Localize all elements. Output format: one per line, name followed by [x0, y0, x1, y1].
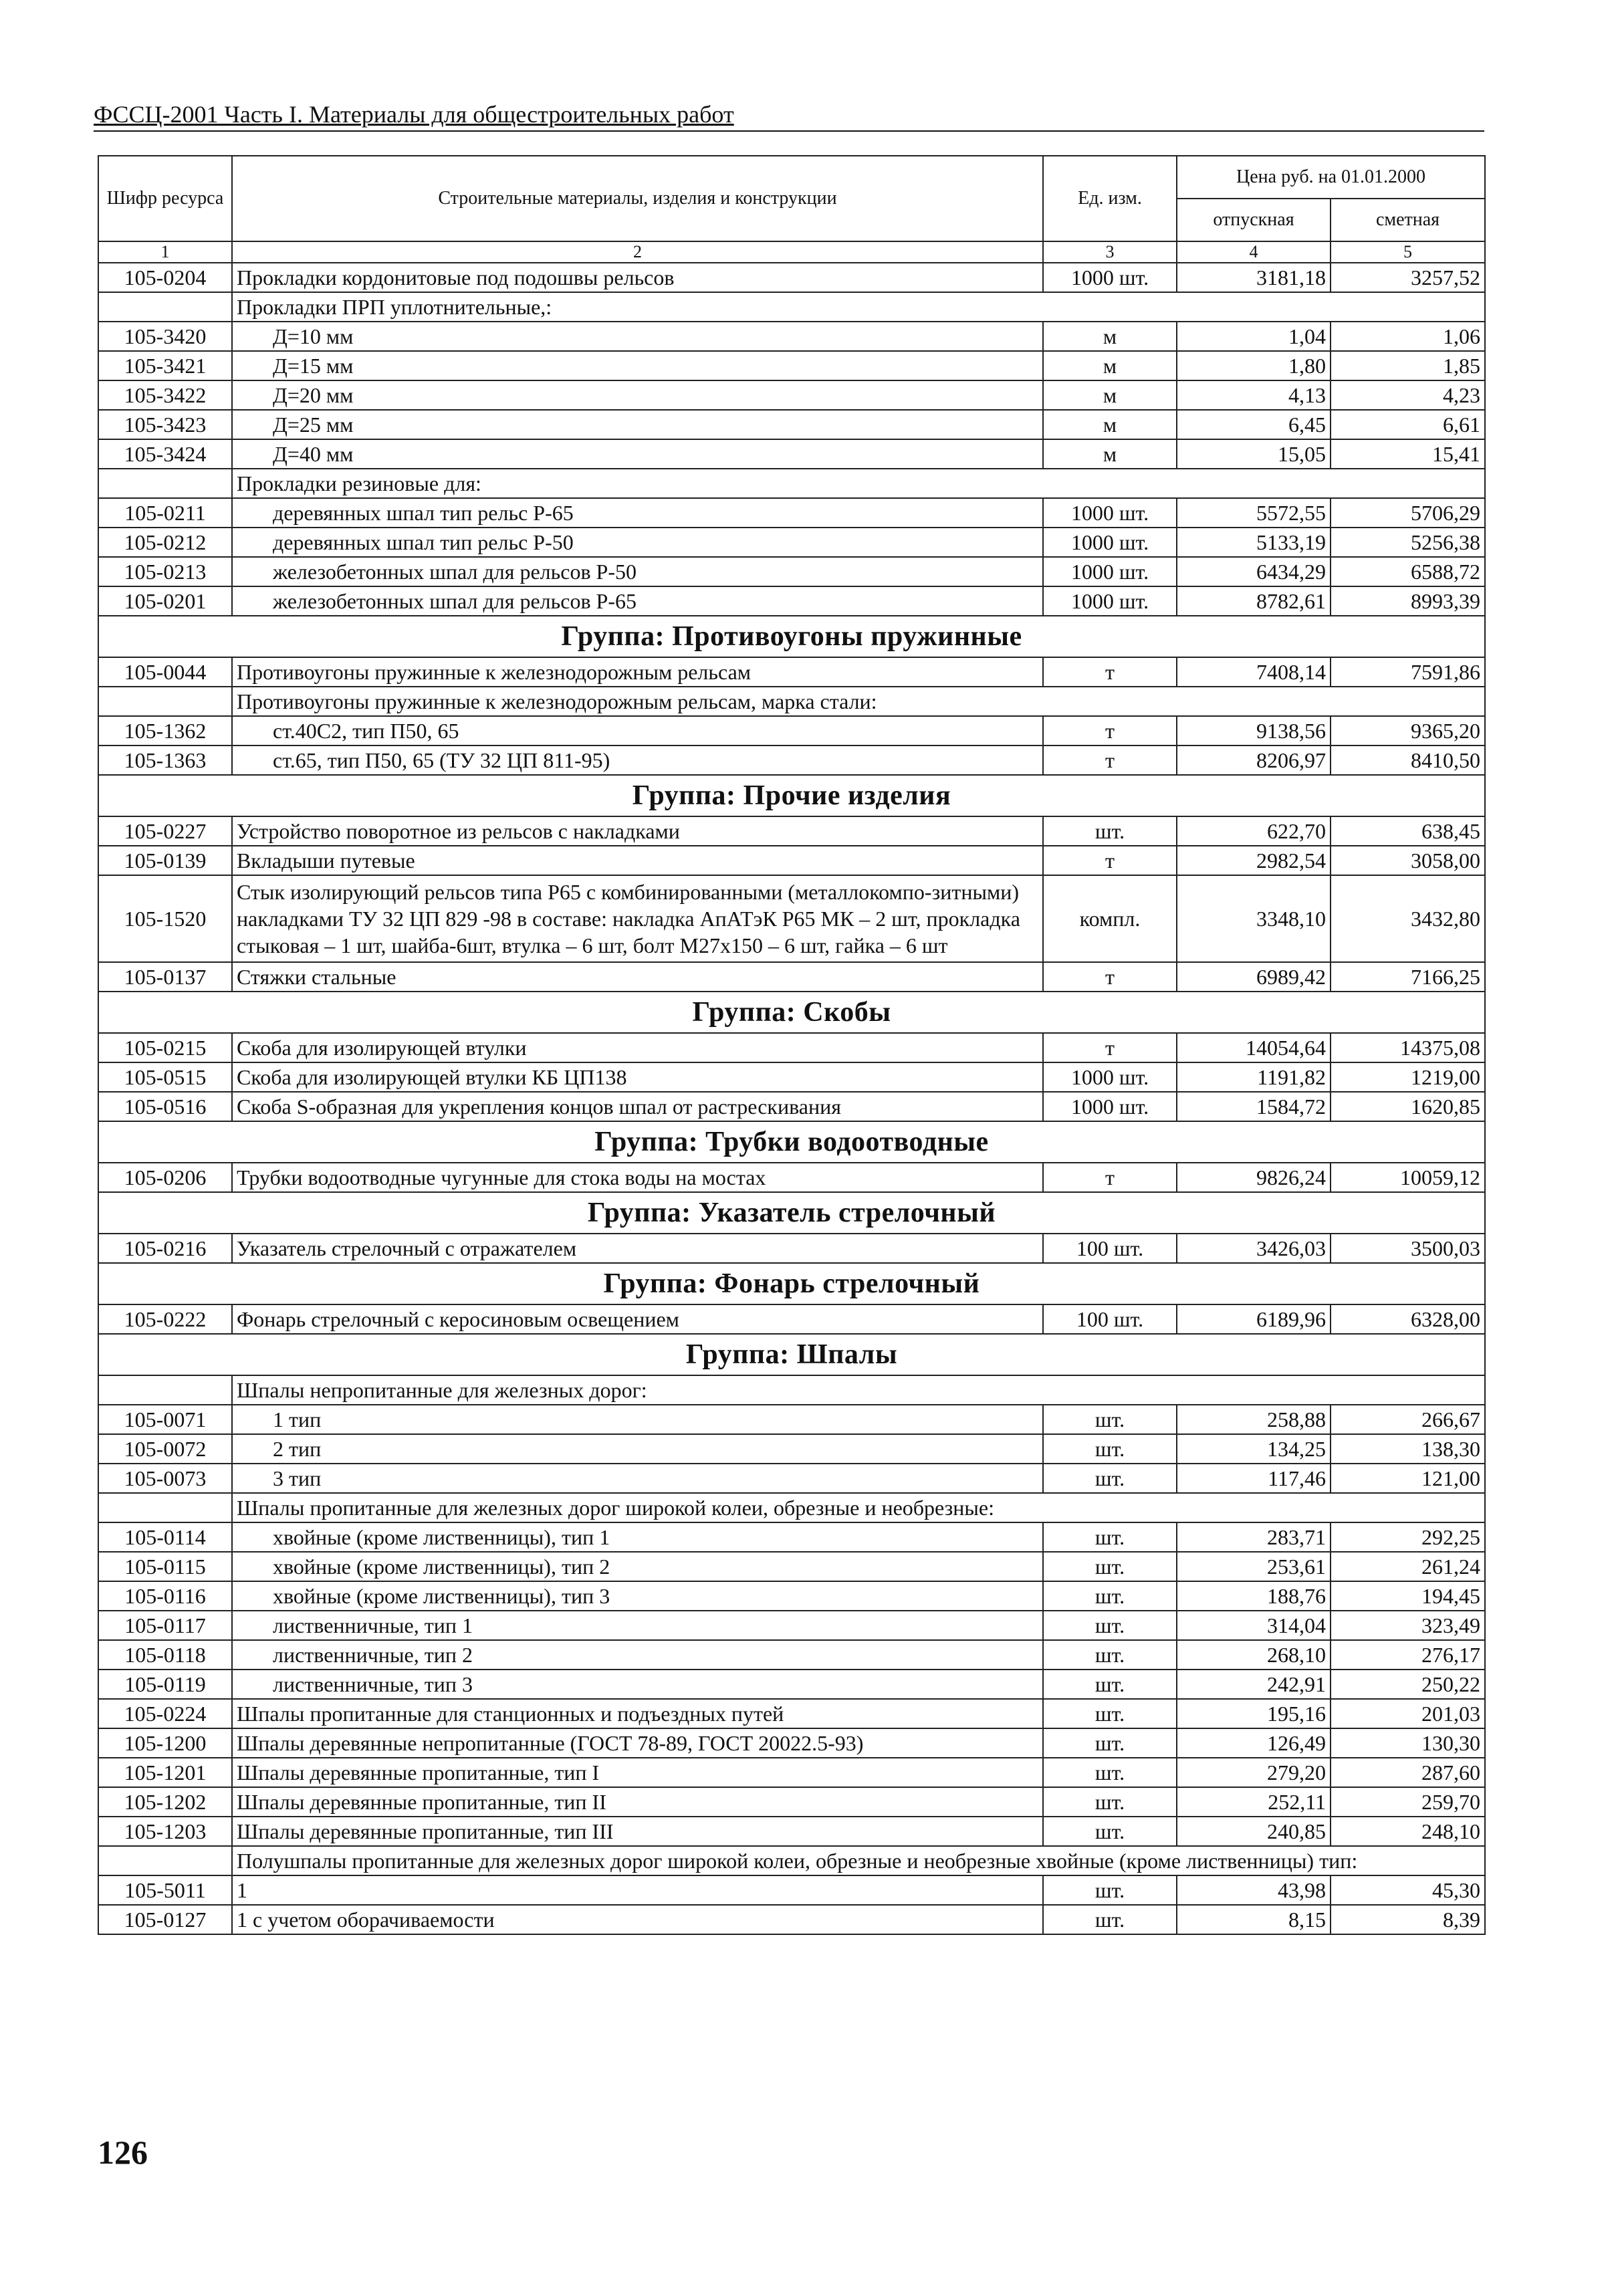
cell-unit: шт. — [1043, 1817, 1177, 1846]
cell-name: Скоба S-образная для укрепления концов шпал от растрескивания — [232, 1092, 1043, 1121]
cell-code: 105-0119 — [98, 1670, 232, 1699]
cell-name: деревянных шпал тип рельс Р-65 — [232, 498, 1043, 528]
col-header-release-price: отпускная — [1177, 199, 1331, 241]
cell-unit: м — [1043, 380, 1177, 410]
cell-name: Шпалы деревянные пропитанные, тип II — [232, 1787, 1043, 1817]
cell-code: 105-0071 — [98, 1405, 232, 1434]
cell-code: 105-0213 — [98, 557, 232, 586]
page-title: ФССЦ-2001 Часть I. Материалы для общестроительных работ — [94, 101, 734, 128]
cell-release-price: 15,05 — [1177, 439, 1331, 469]
cell-release-price: 253,61 — [1177, 1552, 1331, 1581]
cell-name: Фонарь стрелочный с керосиновым освещением — [232, 1304, 1043, 1334]
cell-code: 105-0044 — [98, 657, 232, 687]
cell-estimate-price: 194,45 — [1331, 1581, 1485, 1611]
cell-code: 105-0216 — [98, 1234, 232, 1263]
cell-unit: т — [1043, 716, 1177, 745]
group-heading: Группа: Указатель стрелочный — [98, 1192, 1485, 1234]
cell-estimate-price: 259,70 — [1331, 1787, 1485, 1817]
group-heading: Группа: Противоугоны пружинные — [98, 616, 1485, 657]
cell-unit: шт. — [1043, 1405, 1177, 1434]
cell-code: 105-0222 — [98, 1304, 232, 1334]
cell-code-empty — [98, 1493, 232, 1522]
cell-release-price: 6434,29 — [1177, 557, 1331, 586]
cell-code: 105-3423 — [98, 410, 232, 439]
cell-release-price: 283,71 — [1177, 1522, 1331, 1552]
cell-unit: шт. — [1043, 816, 1177, 846]
cell-unit: шт. — [1043, 1552, 1177, 1581]
cell-estimate-price: 287,60 — [1331, 1758, 1485, 1787]
cell-estimate-price: 201,03 — [1331, 1699, 1485, 1728]
cell-estimate-price: 6,61 — [1331, 410, 1485, 439]
cell-estimate-price: 6588,72 — [1331, 557, 1485, 586]
cell-estimate-price: 250,22 — [1331, 1670, 1485, 1699]
cell-release-price: 5133,19 — [1177, 528, 1331, 557]
cell-estimate-price: 5706,29 — [1331, 498, 1485, 528]
cell-unit: т — [1043, 846, 1177, 875]
col-header-unit: Ед. изм. — [1043, 156, 1177, 241]
cell-unit: 1000 шт. — [1043, 263, 1177, 292]
cell-code: 105-0139 — [98, 846, 232, 875]
cell-code: 105-0073 — [98, 1464, 232, 1493]
subgroup-intro-row — [98, 292, 1485, 322]
cell-unit: м — [1043, 322, 1177, 351]
col-header-name: Строительные материалы, изделия и конструкции — [232, 156, 1043, 241]
table-body — [98, 263, 1485, 1934]
subgroup-intro-text: Шпалы пропитанные для железных дорог широкой колеи, обрезные и необрезные: — [232, 1493, 1485, 1522]
table-row — [98, 1670, 1485, 1699]
cell-name: Д=20 мм — [232, 380, 1043, 410]
cell-code: 105-1203 — [98, 1817, 232, 1846]
cell-name: хвойные (кроме лиственницы), тип 3 — [232, 1581, 1043, 1611]
cell-code: 105-0215 — [98, 1033, 232, 1062]
cell-unit: шт. — [1043, 1758, 1177, 1787]
cell-code-empty — [98, 469, 232, 498]
cell-estimate-price: 15,41 — [1331, 439, 1485, 469]
cell-estimate-price: 45,30 — [1331, 1875, 1485, 1905]
cell-release-price: 314,04 — [1177, 1611, 1331, 1640]
cell-estimate-price: 10059,12 — [1331, 1163, 1485, 1192]
cell-release-price: 7408,14 — [1177, 657, 1331, 687]
cell-estimate-price: 1,85 — [1331, 351, 1485, 380]
table-row — [98, 657, 1485, 687]
subgroup-intro-row — [98, 1493, 1485, 1522]
table-row — [98, 1552, 1485, 1581]
cell-release-price: 14054,64 — [1177, 1033, 1331, 1062]
group-heading: Группа: Шпалы — [98, 1334, 1485, 1375]
cell-name: Скоба для изолирующей втулки — [232, 1033, 1043, 1062]
cell-unit: шт. — [1043, 1905, 1177, 1934]
cell-estimate-price: 7166,25 — [1331, 962, 1485, 992]
cell-release-price: 1,80 — [1177, 351, 1331, 380]
table-row — [98, 1234, 1485, 1263]
cell-name: лиственничные, тип 2 — [232, 1640, 1043, 1670]
cell-estimate-price: 5256,38 — [1331, 528, 1485, 557]
cell-code: 105-0204 — [98, 263, 232, 292]
cell-estimate-price: 323,49 — [1331, 1611, 1485, 1640]
column-number: 1 — [98, 241, 232, 263]
cell-release-price: 3426,03 — [1177, 1234, 1331, 1263]
cell-unit: 1000 шт. — [1043, 528, 1177, 557]
group-heading-row — [98, 1263, 1485, 1304]
table-row — [98, 1699, 1485, 1728]
cell-estimate-price: 3432,80 — [1331, 875, 1485, 962]
cell-code-empty — [98, 1846, 232, 1875]
cell-name: Д=25 мм — [232, 410, 1043, 439]
group-heading: Группа: Фонарь стрелочный — [98, 1263, 1485, 1304]
cell-unit: 1000 шт. — [1043, 498, 1177, 528]
table-row — [98, 1905, 1485, 1934]
table-row — [98, 586, 1485, 616]
cell-code: 105-0115 — [98, 1552, 232, 1581]
table-row — [98, 1464, 1485, 1493]
cell-code: 105-1363 — [98, 745, 232, 775]
subgroup-intro-row — [98, 687, 1485, 716]
cell-code: 105-0212 — [98, 528, 232, 557]
cell-name: хвойные (кроме лиственницы), тип 2 — [232, 1552, 1043, 1581]
table-row — [98, 716, 1485, 745]
cell-estimate-price: 7591,86 — [1331, 657, 1485, 687]
table-row — [98, 557, 1485, 586]
cell-estimate-price: 3257,52 — [1331, 263, 1485, 292]
table-row — [98, 1163, 1485, 1192]
column-number: 3 — [1043, 241, 1177, 263]
cell-code: 105-5011 — [98, 1875, 232, 1905]
cell-code: 105-1202 — [98, 1787, 232, 1817]
subgroup-intro-text: Прокладки ПРП уплотнительные,: — [232, 292, 1485, 322]
cell-name: Стяжки стальные — [232, 962, 1043, 992]
cell-estimate-price: 1219,00 — [1331, 1062, 1485, 1092]
table-row — [98, 1434, 1485, 1464]
cell-name: Устройство поворотное из рельсов с накладками — [232, 816, 1043, 846]
cell-unit: шт. — [1043, 1464, 1177, 1493]
cell-code: 105-0116 — [98, 1581, 232, 1611]
cell-unit: 100 шт. — [1043, 1234, 1177, 1263]
group-heading-row — [98, 1334, 1485, 1375]
cell-code: 105-3420 — [98, 322, 232, 351]
table-row — [98, 1304, 1485, 1334]
cell-unit: т — [1043, 962, 1177, 992]
table-header-row — [98, 156, 1485, 199]
cell-unit: т — [1043, 745, 1177, 775]
cell-unit: т — [1043, 1033, 1177, 1062]
cell-estimate-price: 8,39 — [1331, 1905, 1485, 1934]
cell-unit: шт. — [1043, 1640, 1177, 1670]
cell-unit: шт. — [1043, 1522, 1177, 1552]
cell-name: Стык изолирующий рельсов типа Р65 с комбинированными (металлокомпо-зитными) накладками ТУ 32 ЦП 829 -98 в составе: накладка АпАТэК Р65 МК – 2 шт, прокладка стыковая – 1 шт, шайба-6шт, втулка – 6 шт, болт М27х150 – 6 шт, гайка – 6 шт — [232, 875, 1043, 962]
cell-estimate-price: 1620,85 — [1331, 1092, 1485, 1121]
cell-release-price: 134,25 — [1177, 1434, 1331, 1464]
cell-code: 105-0114 — [98, 1522, 232, 1552]
cell-name: Д=10 мм — [232, 322, 1043, 351]
cell-estimate-price: 9365,20 — [1331, 716, 1485, 745]
cell-estimate-price: 266,67 — [1331, 1405, 1485, 1434]
col-header-code: Шифр ресурса — [98, 156, 232, 241]
cell-unit: 1000 шт. — [1043, 1062, 1177, 1092]
cell-unit: шт. — [1043, 1728, 1177, 1758]
table-row — [98, 962, 1485, 992]
cell-code: 105-3421 — [98, 351, 232, 380]
table-row — [98, 816, 1485, 846]
group-heading-row — [98, 775, 1485, 816]
cell-unit: шт. — [1043, 1699, 1177, 1728]
table-row — [98, 846, 1485, 875]
cell-code: 105-0117 — [98, 1611, 232, 1640]
col-header-price: Цена руб. на 01.01.2000 — [1177, 156, 1485, 199]
cell-estimate-price: 276,17 — [1331, 1640, 1485, 1670]
page-header — [94, 100, 1484, 132]
cell-unit: шт. — [1043, 1434, 1177, 1464]
cell-estimate-price: 261,24 — [1331, 1552, 1485, 1581]
cell-release-price: 126,49 — [1177, 1728, 1331, 1758]
cell-release-price: 1,04 — [1177, 322, 1331, 351]
cell-code: 105-0072 — [98, 1434, 232, 1464]
cell-code: 105-0516 — [98, 1092, 232, 1121]
column-number-row — [98, 241, 1485, 263]
cell-release-price: 268,10 — [1177, 1640, 1331, 1670]
cell-code: 105-0227 — [98, 816, 232, 846]
cell-name: ст.40С2, тип П50, 65 — [232, 716, 1043, 745]
page-number: 126 — [98, 2134, 148, 2171]
cell-code-empty — [98, 292, 232, 322]
cell-unit: шт. — [1043, 1611, 1177, 1640]
table-row — [98, 1787, 1485, 1817]
subgroup-intro-row — [98, 1846, 1485, 1875]
cell-unit: 1000 шт. — [1043, 1092, 1177, 1121]
group-heading: Группа: Скобы — [98, 992, 1485, 1033]
table-row — [98, 1640, 1485, 1670]
cell-release-price: 5572,55 — [1177, 498, 1331, 528]
cell-code: 105-0127 — [98, 1905, 232, 1934]
group-heading-row — [98, 616, 1485, 657]
table-row — [98, 1728, 1485, 1758]
cell-estimate-price: 6328,00 — [1331, 1304, 1485, 1334]
subgroup-intro-text: Шпалы непропитанные для железных дорог: — [232, 1375, 1485, 1405]
column-number: 4 — [1177, 241, 1331, 263]
cell-name: лиственничные, тип 3 — [232, 1670, 1043, 1699]
subgroup-intro-row — [98, 1375, 1485, 1405]
cell-name: Шпалы деревянные пропитанные, тип I — [232, 1758, 1043, 1787]
cell-code: 105-3422 — [98, 380, 232, 410]
cell-name: 1 с учетом оборачиваемости — [232, 1905, 1043, 1934]
cell-code: 105-1362 — [98, 716, 232, 745]
column-number: 5 — [1331, 241, 1485, 263]
table-row — [98, 1092, 1485, 1121]
cell-unit: шт. — [1043, 1670, 1177, 1699]
cell-estimate-price: 130,30 — [1331, 1728, 1485, 1758]
cell-release-price: 3181,18 — [1177, 263, 1331, 292]
cell-release-price: 8,15 — [1177, 1905, 1331, 1934]
cell-release-price: 8206,97 — [1177, 745, 1331, 775]
cell-estimate-price: 14375,08 — [1331, 1033, 1485, 1062]
cell-name: 3 тип — [232, 1464, 1043, 1493]
cell-name: 2 тип — [232, 1434, 1043, 1464]
cell-release-price: 117,46 — [1177, 1464, 1331, 1493]
cell-code: 105-0201 — [98, 586, 232, 616]
cell-release-price: 9138,56 — [1177, 716, 1331, 745]
cell-estimate-price: 4,23 — [1331, 380, 1485, 410]
subgroup-intro-text: Полушпалы пропитанные для железных дорог широкой колеи, обрезные и необрезные хвойные (кроме лиственницы) тип: — [232, 1846, 1485, 1875]
cell-unit: шт. — [1043, 1581, 1177, 1611]
cell-estimate-price: 3500,03 — [1331, 1234, 1485, 1263]
cell-code: 105-1520 — [98, 875, 232, 962]
cell-release-price: 242,91 — [1177, 1670, 1331, 1699]
cell-release-price: 9826,24 — [1177, 1163, 1331, 1192]
group-heading: Группа: Трубки водоотводные — [98, 1121, 1485, 1163]
table-row — [98, 410, 1485, 439]
cell-code: 105-0206 — [98, 1163, 232, 1192]
table-row — [98, 1062, 1485, 1092]
cell-code: 105-0137 — [98, 962, 232, 992]
cell-estimate-price: 248,10 — [1331, 1817, 1485, 1846]
cell-name: лиственничные, тип 1 — [232, 1611, 1043, 1640]
subgroup-intro-text: Противоугоны пружинные к железнодорожным рельсам, марка стали: — [232, 687, 1485, 716]
cell-release-price: 195,16 — [1177, 1699, 1331, 1728]
cell-release-price: 8782,61 — [1177, 586, 1331, 616]
cell-code: 105-0118 — [98, 1640, 232, 1670]
table-row — [98, 498, 1485, 528]
group-heading-row — [98, 1121, 1485, 1163]
cell-name: Д=40 мм — [232, 439, 1043, 469]
cell-name: Прокладки кордонитовые под подошвы рельсов — [232, 263, 1043, 292]
table-row — [98, 1817, 1485, 1846]
cell-name: Д=15 мм — [232, 351, 1043, 380]
col-header-estimate-price: сметная — [1331, 199, 1485, 241]
cell-release-price: 1584,72 — [1177, 1092, 1331, 1121]
cell-name: Указатель стрелочный с отражателем — [232, 1234, 1043, 1263]
cell-estimate-price: 638,45 — [1331, 816, 1485, 846]
cell-name: Противоугоны пружинные к железнодорожным рельсам — [232, 657, 1043, 687]
cell-name: железобетонных шпал для рельсов Р-50 — [232, 557, 1043, 586]
cell-release-price: 4,13 — [1177, 380, 1331, 410]
cell-code: 105-1200 — [98, 1728, 232, 1758]
cell-name: железобетонных шпал для рельсов Р-65 — [232, 586, 1043, 616]
group-heading-row — [98, 992, 1485, 1033]
cell-unit: 100 шт. — [1043, 1304, 1177, 1334]
cell-unit: компл. — [1043, 875, 1177, 962]
cell-name: Шпалы деревянные непропитанные (ГОСТ 78-89, ГОСТ 20022.5-93) — [232, 1728, 1043, 1758]
table-row — [98, 439, 1485, 469]
price-table-container — [98, 155, 1484, 1935]
cell-name: деревянных шпал тип рельс Р-50 — [232, 528, 1043, 557]
cell-code-empty — [98, 687, 232, 716]
cell-name: Скоба для изолирующей втулки КБ ЦП138 — [232, 1062, 1043, 1092]
cell-release-price: 6,45 — [1177, 410, 1331, 439]
cell-release-price: 1191,82 — [1177, 1062, 1331, 1092]
cell-release-price: 6189,96 — [1177, 1304, 1331, 1334]
group-heading-row — [98, 1192, 1485, 1234]
cell-estimate-price: 138,30 — [1331, 1434, 1485, 1464]
cell-code: 105-1201 — [98, 1758, 232, 1787]
table-row — [98, 745, 1485, 775]
table-row — [98, 1581, 1485, 1611]
cell-name: хвойные (кроме лиственницы), тип 1 — [232, 1522, 1043, 1552]
table-row — [98, 1405, 1485, 1434]
table-row — [98, 1033, 1485, 1062]
cell-unit: шт. — [1043, 1875, 1177, 1905]
cell-code-empty — [98, 1375, 232, 1405]
cell-code: 105-3424 — [98, 439, 232, 469]
cell-unit: т — [1043, 1163, 1177, 1192]
cell-name: 1 тип — [232, 1405, 1043, 1434]
column-number: 2 — [232, 241, 1043, 263]
cell-unit: 1000 шт. — [1043, 586, 1177, 616]
table-row — [98, 351, 1485, 380]
cell-unit: м — [1043, 351, 1177, 380]
table-row — [98, 1875, 1485, 1905]
cell-name: Трубки водоотводные чугунные для стока воды на мостах — [232, 1163, 1043, 1192]
cell-release-price: 240,85 — [1177, 1817, 1331, 1846]
cell-release-price: 622,70 — [1177, 816, 1331, 846]
table-row — [98, 1611, 1485, 1640]
cell-code: 105-0224 — [98, 1699, 232, 1728]
table-row — [98, 263, 1485, 292]
cell-release-price: 258,88 — [1177, 1405, 1331, 1434]
cell-release-price: 188,76 — [1177, 1581, 1331, 1611]
cell-name: Вкладыши путевые — [232, 846, 1043, 875]
cell-estimate-price: 8993,39 — [1331, 586, 1485, 616]
cell-name: Шпалы пропитанные для станционных и подъездных путей — [232, 1699, 1043, 1728]
subgroup-intro-text: Прокладки резиновые для: — [232, 469, 1485, 498]
cell-estimate-price: 121,00 — [1331, 1464, 1485, 1493]
cell-name: Шпалы деревянные пропитанные, тип III — [232, 1817, 1043, 1846]
cell-estimate-price: 292,25 — [1331, 1522, 1485, 1552]
cell-release-price: 279,20 — [1177, 1758, 1331, 1787]
table-row — [98, 875, 1485, 962]
cell-name: 1 — [232, 1875, 1043, 1905]
cell-unit: шт. — [1043, 1787, 1177, 1817]
subgroup-intro-row — [98, 469, 1485, 498]
cell-estimate-price: 1,06 — [1331, 322, 1485, 351]
cell-release-price: 3348,10 — [1177, 875, 1331, 962]
cell-code: 105-0515 — [98, 1062, 232, 1092]
table-row — [98, 1758, 1485, 1787]
cell-unit: т — [1043, 657, 1177, 687]
cell-release-price: 6989,42 — [1177, 962, 1331, 992]
price-table — [98, 155, 1486, 1935]
cell-unit: м — [1043, 410, 1177, 439]
cell-estimate-price: 8410,50 — [1331, 745, 1485, 775]
table-row — [98, 380, 1485, 410]
cell-release-price: 252,11 — [1177, 1787, 1331, 1817]
cell-unit: м — [1043, 439, 1177, 469]
cell-release-price: 43,98 — [1177, 1875, 1331, 1905]
table-row — [98, 528, 1485, 557]
group-heading: Группа: Прочие изделия — [98, 775, 1485, 816]
cell-estimate-price: 3058,00 — [1331, 846, 1485, 875]
cell-unit: 1000 шт. — [1043, 557, 1177, 586]
cell-name: ст.65, тип П50, 65 (ТУ 32 ЦП 811-95) — [232, 745, 1043, 775]
cell-code: 105-0211 — [98, 498, 232, 528]
cell-release-price: 2982,54 — [1177, 846, 1331, 875]
table-row — [98, 322, 1485, 351]
table-row — [98, 1522, 1485, 1552]
